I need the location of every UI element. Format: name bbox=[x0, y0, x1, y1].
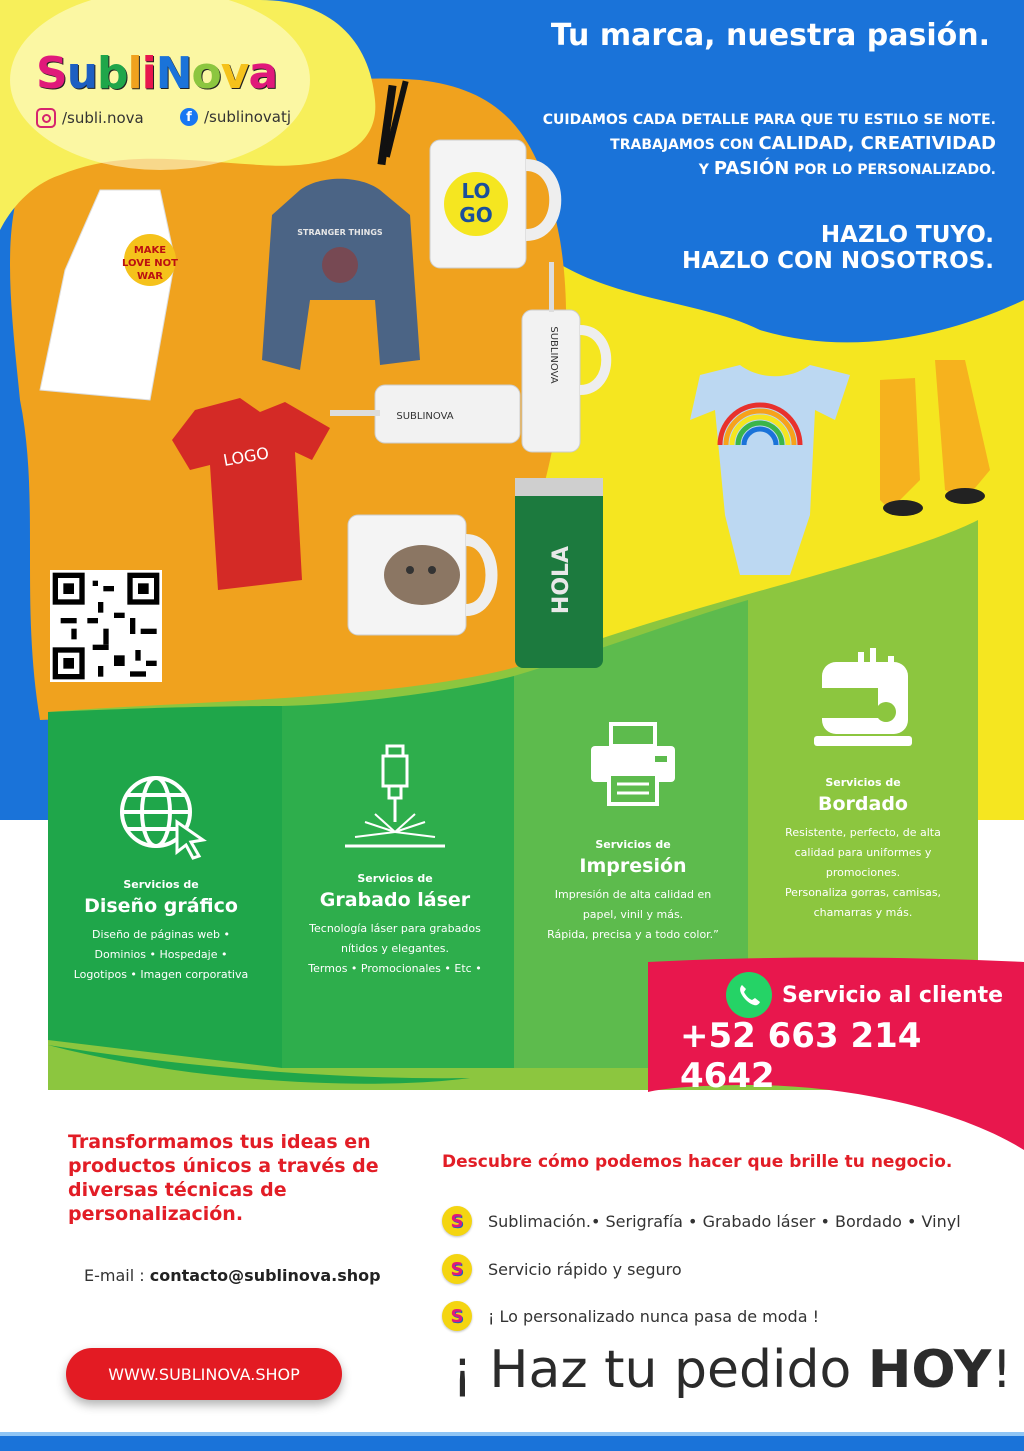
email-line: E-mail : contacto@sublinova.shop bbox=[84, 1266, 381, 1285]
hero-subcopy: CUIDAMOS CADA DETALLE PARA QUE TU ESTILO SE NOTE. TRABAJAMOS CON CALIDAD, CREATIVIDAD Y PASIÓN POR LO PERSONALIZADO. bbox=[542, 112, 996, 179]
sublinova-s-icon: S bbox=[442, 1254, 472, 1284]
transform-heading: Transformamos tus ideas en productos únicos a través de diversas técnicas de personalización. bbox=[68, 1131, 379, 1225]
mug-logo-image bbox=[430, 140, 555, 268]
facebook-icon: f bbox=[180, 108, 198, 126]
pens-image bbox=[377, 80, 408, 165]
apron-text-2: LOVE NOT bbox=[122, 258, 178, 269]
svg-text:GO: GO bbox=[459, 203, 493, 227]
email-link[interactable]: contacto@sublinova.shop bbox=[149, 1266, 381, 1285]
tumbler-vertical-image bbox=[522, 262, 606, 452]
brand-logo-text: SubliNova bbox=[36, 48, 278, 99]
sublinova-s-icon: S bbox=[442, 1301, 472, 1331]
sewing-machine-icon bbox=[808, 648, 918, 752]
bullet-item: S Sublimación.• Serigrafía • Grabado láser • Bordado • Vinyl bbox=[442, 1206, 961, 1236]
service-bordado: Servicios de Bordado Resistente, perfecto, de alta calidad para uniformes y promociones. Personaliza gorras, camisas, chamarras y más. bbox=[758, 648, 968, 923]
qr-code[interactable] bbox=[50, 570, 162, 682]
mug-cat-image bbox=[348, 515, 492, 635]
order-cta: ¡ Haz tu pedido HOY! bbox=[452, 1340, 1013, 1400]
svg-text:SUBLINOVA: SUBLINOVA bbox=[396, 411, 454, 422]
svg-text:LO: LO bbox=[461, 179, 491, 203]
customer-service-row[interactable] bbox=[726, 972, 1003, 1018]
hoodie-text: STRANGER THINGS bbox=[297, 228, 383, 237]
service-impresion: Servicios de Impresión Impresión de alta calidad en papel, vinil y más. Rápida, precisa y a todo color.” bbox=[528, 720, 738, 945]
apron-text-3: WAR bbox=[136, 271, 164, 282]
hero-headline: Tu marca, nuestra pasión. bbox=[550, 18, 990, 53]
svg-text:HOLA: HOLA bbox=[549, 545, 574, 615]
instagram-handle[interactable]: /subli.nova bbox=[36, 108, 144, 128]
facebook-handle[interactable]: f /sublinovatj bbox=[180, 108, 291, 126]
tumbler-horizontal-image bbox=[330, 385, 520, 443]
discover-heading: Descubre cómo podemos hacer que brille tu negocio. bbox=[442, 1152, 953, 1172]
apron-image bbox=[40, 190, 178, 400]
hero-slogan: HAZLO TUYO. HAZLO CON NOSOTROS. bbox=[682, 222, 994, 274]
service-grabado: Servicios de Grabado láser Tecnología láser para grabados nítidos y elegantes. Termos • Promocionales • Etc • bbox=[290, 742, 500, 979]
hoodie-image bbox=[262, 179, 420, 370]
sublinova-s-icon: S bbox=[442, 1206, 472, 1236]
svg-text:SUBLINOVA: SUBLINOVA bbox=[548, 326, 559, 384]
laser-icon bbox=[335, 742, 455, 854]
bullet-item: S ¡ Lo personalizado nunca pasa de moda ! bbox=[442, 1301, 819, 1331]
customer-service-phone[interactable]: +52 663 214 4642 bbox=[680, 1016, 922, 1096]
website-button[interactable]: WWW.SUBLINOVA.SHOP bbox=[66, 1348, 342, 1400]
tshirt-image bbox=[172, 398, 330, 590]
service-diseno: Servicios de Diseño gráfico Diseño de páginas web • Dominios • Hospedaje • Logotipos • Imagen corporativa bbox=[56, 770, 266, 985]
whatsapp-icon bbox=[726, 972, 772, 1018]
tshirt-text: LOGO bbox=[221, 443, 271, 470]
bullet-item: S Servicio rápido y seguro bbox=[442, 1254, 682, 1284]
socks-image bbox=[880, 360, 990, 516]
printer-icon bbox=[583, 720, 683, 810]
qr-code-icon bbox=[50, 570, 162, 682]
globe-cursor-icon bbox=[111, 770, 211, 860]
apron-text-1: MAKE bbox=[133, 245, 167, 256]
onesie-image bbox=[690, 365, 850, 575]
bottle-hola-image bbox=[515, 478, 603, 668]
customer-service-label: Servicio al cliente bbox=[782, 982, 1004, 1008]
